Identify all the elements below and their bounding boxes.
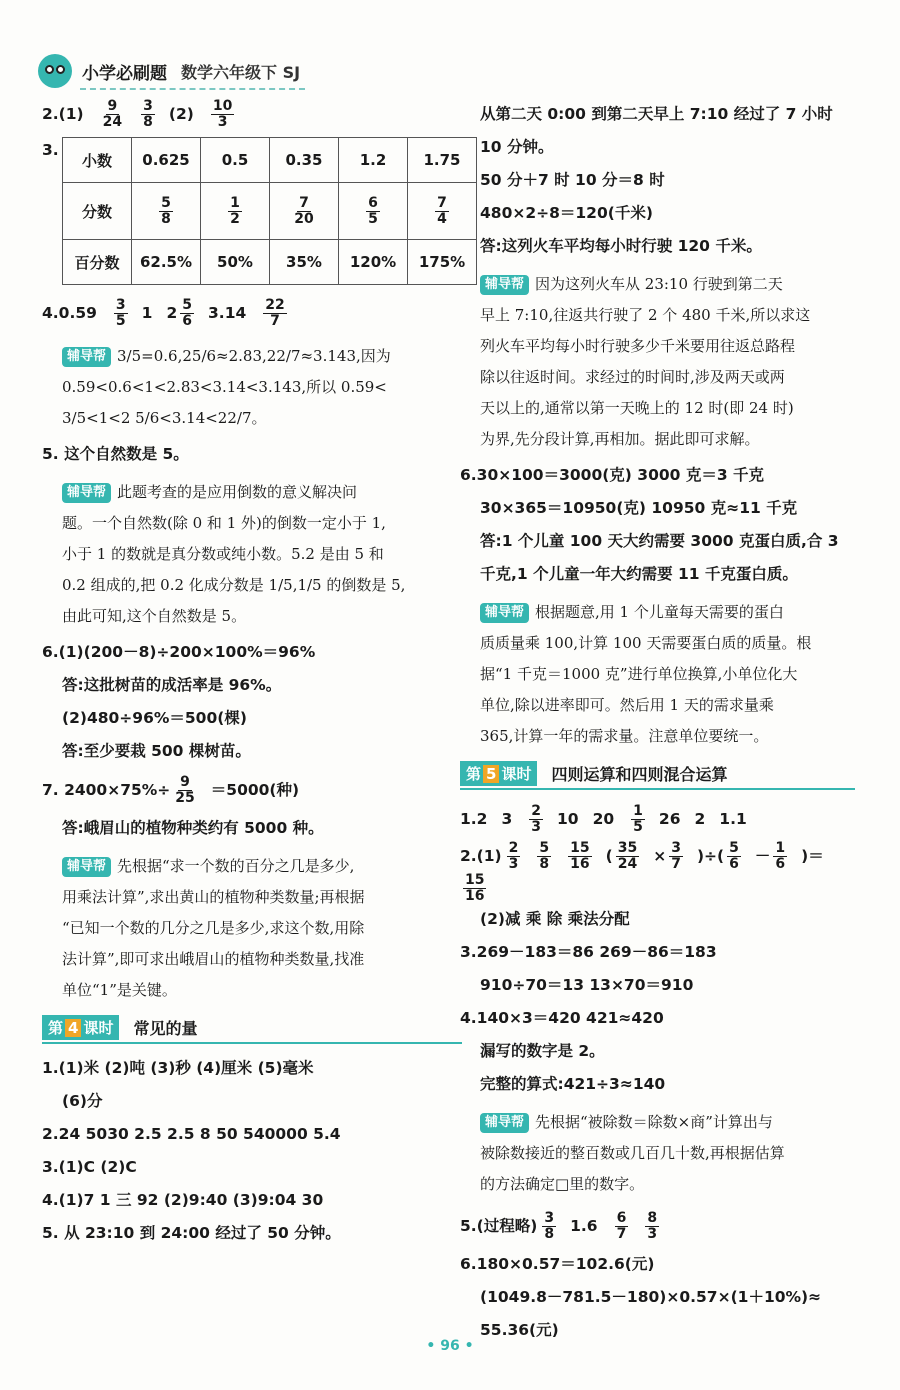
table-cell: 175% [408, 240, 477, 285]
page-number: • 96 • [426, 1338, 474, 1354]
help-note-5: 辅导帮 此题考查的是应用倒数的意义解决问 题。一个自然数(除 0 和 1 外)的倒数一定小于 1, 小于 1 的数就是真分数或纯小数。5.2 是由 5 和 0.2 组成的,把 0.2 化成分数是 1/5,1/5 的倒数是 5, 由此可知,这个自然数是 5。 [62, 483, 406, 625]
table-cell: 百分数 [63, 240, 132, 285]
fraction: 9 24 [102, 98, 123, 130]
table-cell: 1.2 [339, 138, 408, 183]
left-column: 2.(1) 9 24 3 8 (2) 10 3 3. 小数 0.625 0.5 0.35 1.2 1.75 分数 $\frac{5}{8}$ $\frac{1}{2}$ $\frac{7}{20}$ $\frac{6}{5}$ $\frac{7}{4}$ 百分数 62.5% 50% 35% 120% 175% 4.0.59 3 5 1 2 5 6 3.14 22 7 辅导帮 3/5=0.6,25/6≈2.83,22/7≈3.143,因为 0.59<0.6<1<2.83<3.14<3.143,所以 0.59< 3/5<1<2 5/6<3.14<22/7。 5. 这个自然数是 5。 辅导帮 此题考查的是应用倒数的意义解决问 题。一个自然数(除 0 和 1 外)的倒数一定小于 1, 小于 1 的数就是真分数或纯小数。5.2 是由 5 和 0.2 组成的,把 0.2 化成分数是 1/5,1/5 的倒数是 5, 由此可知,这个自然数是 5。 6.(1)(200－8)÷200×100%＝96% 答:这批树苗的成活率是 96%。 (2)480÷96%＝500(棵) 答:至少要栽 500 棵树苗。 7. 2400×75%÷ $\frac{9}{25}$ ＝5000(种) 答:峨眉山的植物种类约有 5000 种。 辅导帮 先根据“求一个数的百分之几是多少, 用乘法计算”,求出黄山的植物种类数量;再根据 “已知一个数的几分之几是多少,求这个数,用除 法计算”,即可求出峨眉山的植物种类数量,找准 单位“1”是关键。 第 4 课时 常见的量 1.(1)米 (2)吨 (3)秒 (4)厘米 (5)毫米 (6)分 2.24 5030 2.5 2.5 8 50 540000 5.4 3.(1)C (2)C 4.(1)7 1 三 92 (2)9:40 (3)9:04 30 5. 从 23:10 到 24:00 经过了 50 分钟。 [42, 98, 462, 1250]
table-cell: 0.35 [270, 138, 339, 183]
help-note-7: 辅导帮 先根据“求一个数的百分之几是多少, 用乘法计算”,求出黄山的植物种类数量;再根据 “已知一个数的几分之几是多少,求这个数,用除 法计算”,即可求出峨眉山的植物种类数量,找准 单位“1”是关键。 [62, 857, 365, 999]
page-header [38, 52, 300, 90]
table-cell: 分数 [63, 183, 132, 240]
table-cell: 62.5% [132, 240, 201, 285]
table-cell: 1.75 [408, 138, 477, 183]
help-note-r3: 辅导帮 先根据“被除数＝除数×商”计算出与 被除数接近的整百数或几百几十数,再根据估算 的方法确定□里的数字。 [480, 1113, 785, 1194]
answer-s5-2: 2.(1) 2 3 5 8 15 16 ( $\frac{35}{24}$ × $\frac{3}{7}$ )÷( 5 6 － 1 6 )＝ 15 16 [460, 840, 824, 904]
help-tag: 辅导帮 [62, 857, 111, 877]
answer-5: 5. 这个自然数是 5。 [42, 445, 189, 463]
table-cell: 0.625 [132, 138, 201, 183]
answer-s5-1: 1.2 3 2 3 10 20 1 5 26 2 1.1 [460, 802, 747, 835]
table-cell: 120% [339, 240, 408, 285]
answer-s5-5: 5.(过程略) 3 8 1.6 6 7 8 3 [460, 1210, 658, 1242]
help-tag: 辅导帮 [62, 483, 111, 503]
answer-4: 4.0.59 3 5 1 2 5 6 3.14 22 7 [42, 296, 285, 329]
header-divider [80, 88, 305, 90]
answer-3: 3. 小数 0.625 0.5 0.35 1.2 1.75 分数 $\frac{5}{8}$ $\frac{1}{2}$ $\frac{7}{20}$ $\frac{6}{5}$ $\frac{7}{4}$ 百分数 62.5% 50% 35% 120% 175% [42, 137, 462, 285]
section-4-answers: 1.(1)米 (2)吨 (3)秒 (4)厘米 (5)毫米 (6)分 2.24 5030 2.5 2.5 8 50 540000 5.4 3.(1)C (2)C 4.(1)7 1 三 92 (2)9:40 (3)9:04 30 5. 从 23:10 到 24:00 经过了 50 分钟。 [42, 1059, 341, 1242]
answer-7: 7. 2400×75%÷ $\frac{9}{25}$ ＝5000(种) [42, 773, 300, 806]
table-cell: $\frac{6}{5}$ [339, 183, 408, 240]
help-tag: 辅导帮 [62, 347, 111, 367]
answer-6: 6.(1)(200－8)÷200×100%＝96% 答:这批树苗的成活率是 96%。 (2)480÷96%＝500(棵) 答:至少要栽 500 棵树苗。 [42, 643, 316, 760]
answer-r6: 6.30×100＝3000(克) 3000 克＝3 千克 30×365＝10950(克) 10950 克≈11 千克 答:1 个儿童 100 天大约需要 3000 克蛋白质,合 3 千克,1 个儿童一年大约需要 11 千克蛋白质。 [460, 466, 839, 583]
help-tag: 辅导帮 [480, 603, 529, 623]
section-header-5: 第 5 课时 四则运算和四则混合运算 [460, 758, 855, 790]
help-note-4: 辅导帮 3/5=0.6,25/6≈2.83,22/7≈3.143,因为 0.59<0.6<1<2.83<3.14<3.143,所以 0.59< 3/5<1<2 5/6<3.14<22/7。 [62, 347, 391, 427]
table-cell: 小数 [63, 138, 132, 183]
book-subtitle: 数学六年级下 SJ [181, 62, 301, 82]
answer-2: 2.(1) 9 24 3 8 (2) 10 3 [42, 98, 233, 130]
help-note-r1: 辅导帮 因为这列火车从 23:10 行驶到第二天 早上 7:10,往返共行驶了 2 个 480 千米,所以求这 列火车平均每小时行驶多少千米要用往返总路程 除以往返时间。求经过的时间时,涉及两天或两 天以上的,通常以第一天晚上的 12 时(即 24 时) 为界,先分段计算,再相加。据此即可求解。 [480, 275, 811, 448]
help-tag: 辅导帮 [480, 275, 529, 295]
right-column: 从第二天 0:00 到第二天早上 7:10 经过了 7 小时 10 分钟。 50 分＋7 时 10 分＝8 时 480×2÷8＝120(千米) 答:这列火车平均每小时行驶 120 千米。 辅导帮 因为这列火车从 23:10 行驶到第二天 早上 7:10,往返共行驶了 2 个 480 千米,所以求这 列火车平均每小时行驶多少千米要用往返总路程 除以往返时间。求经过的时间时,涉及两天或两 天以上的,通常以第一天晚上的 12 时(即 24 时) 为界,先分段计算,再相加。据此即可求解。 6.30×100＝3000(克) 3000 克＝3 千克 30×365＝10950(克) 10950 克≈11 千克 答:1 个儿童 100 天大约需要 3000 克蛋白质,合 3 千克,1 个儿童一年大约需要 11 千克蛋白质。 辅导帮 根据题意,用 1 个儿童每天需要的蛋白 质质量乘 100,计算 100 天需要蛋白质的质量。根 据“1 千克＝1000 克”进行单位换算,小单位化大 单位,除以进率即可。然后用 1 天的需求量乘 365,计算一年的需求量。注意单位要统一。 第 5 课时 四则运算和四则混合运算 1.2 3 2 3 10 20 1 5 26 2 1.1 2.(1) 2 3 5 8 15 16 ( $\frac{35}{24}$ × $\frac{3}{7}$ )÷( 5 6 － 1 6 )＝ 15 16 (2)减 乘 除 乘法分配 3.269－183＝86 269－86＝183 910÷70＝13 13×70＝910 4.140×3＝420 421≈420 漏写的数字是 2。 完整的算式:421÷3≈140 辅导帮 先根据“被除数＝除数×商”计算出与 被除数接近的整百数或几百几十数,再根据估算 的方法确定□里的数字。 5.(过程略) 3 8 1.6 6 7 8 3 6.180×0.57＝102.6(元) (1049.8－781.5－180)×0.57×(1＋10%)≈ 55.36(元) [460, 98, 855, 1347]
table-cell: 0.5 [201, 138, 270, 183]
mascot-icon [38, 54, 72, 88]
table-cell: $\frac{5}{8}$ [132, 183, 201, 240]
table-cell: $\frac{1}{2}$ [201, 183, 270, 240]
table-cell: $\frac{7}{4}$ [408, 183, 477, 240]
help-tag: 辅导帮 [480, 1113, 529, 1133]
table-cell: 35% [270, 240, 339, 285]
table-cell: 50% [201, 240, 270, 285]
fraction: 10 3 [212, 98, 233, 130]
fraction: 3 8 [143, 98, 153, 130]
section-header-4: 第 4 课时 常见的量 [42, 1012, 462, 1044]
conversion-table [62, 137, 477, 285]
help-note-r2: 辅导帮 根据题意,用 1 个儿童每天需要的蛋白 质质量乘 100,计算 100 天需要蛋白质的质量。根 据“1 千克＝1000 克”进行单位换算,小单位化大 单位,除以进率即可。然后用 1 天的需求量乘 365,计算一年的需求量。注意单位要统一。 [480, 603, 812, 745]
table-cell: $\frac{7}{20}$ [270, 183, 339, 240]
book-title: 小学必刷题 [82, 63, 167, 84]
